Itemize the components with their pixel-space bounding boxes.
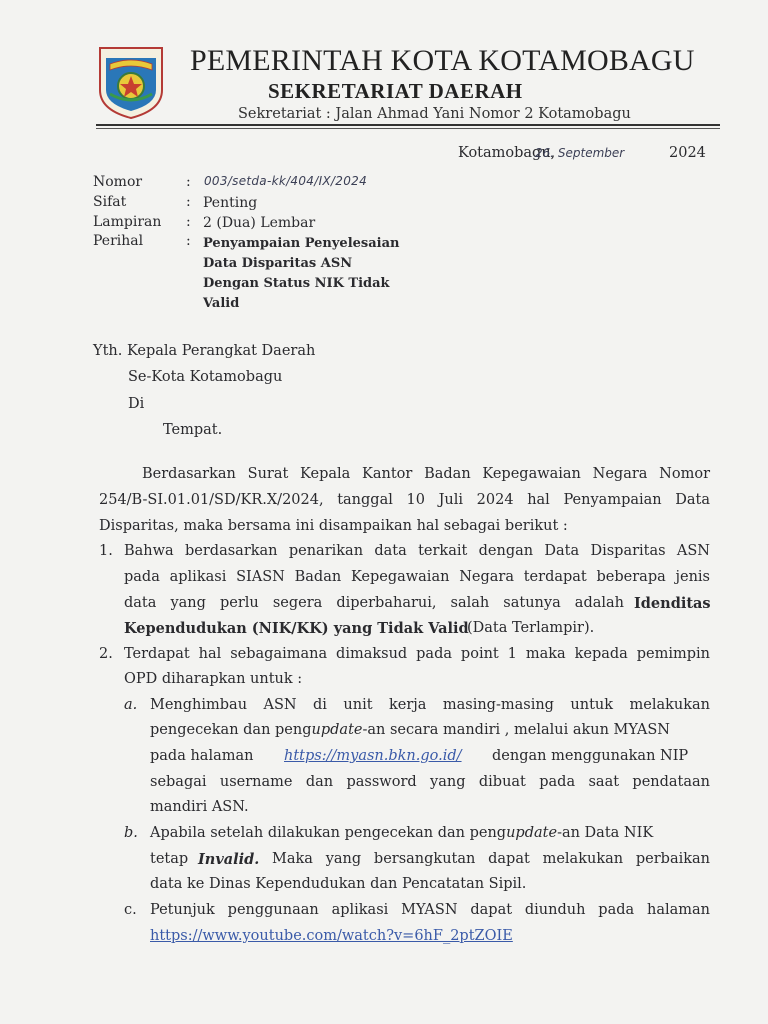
perihal-line-4: Valid [203, 296, 240, 311]
point-1-line-4a: Kependudukan (NIK/KK) yang Tidak Valid [124, 620, 469, 637]
point-2-number: 2. [99, 646, 113, 662]
addressee-line-2: Se-Kota Kotamobagu [128, 369, 283, 385]
header-rule-thin [96, 128, 720, 129]
point-1-line-4b: (Data Terlampir). [467, 620, 595, 636]
addressee-line-3: Di [128, 396, 145, 412]
perihal-line-1: Penyampaian Penyelesaian [203, 236, 400, 251]
sifat-label: Sifat [93, 194, 127, 210]
sub-a-line-3b: dengan menggunakan NIP [492, 748, 689, 764]
date-year: 2024 [669, 145, 706, 161]
sub-a-line-4: sebagai username dan password yang dibuat pada saat pendataan [150, 774, 710, 790]
point-1-line-3b: Idenditas [634, 595, 711, 612]
youtube-link[interactable]: https://www.youtube.com/watch?v=6hF_2ptZOIE [150, 928, 513, 944]
addressee-line-4: Tempat. [163, 422, 223, 438]
perihal-line-3: Dengan Status NIK Tidak [203, 276, 390, 291]
sub-b-invalid: Invalid. [198, 851, 260, 868]
lampiran-label: Lampiran [93, 214, 162, 230]
lampiran-value: 2 (Dua) Lembar [203, 215, 316, 231]
letterhead-address: Sekretariat : Jalan Ahmad Yani Nomor 2 Kotamobagu [238, 106, 631, 122]
sub-a-line-3a: pada halaman [150, 748, 254, 764]
point-1-number: 1. [99, 543, 113, 559]
header-rule-thick [96, 124, 720, 126]
sifat-value: Penting [203, 195, 258, 211]
date-handwritten: 26. September [535, 146, 625, 160]
point-1-line-2: pada aplikasi SIASN Badan Kepegawaian Negara terdapat beberapa jenis [124, 569, 710, 585]
point-2-line-2: OPD diharapkan untuk : [124, 671, 303, 687]
nomor-colon: : [186, 174, 191, 190]
sub-b-letter: b. [124, 825, 138, 841]
sub-b-line-3: data ke Dinas Kependudukan dan Pencatatan Sipil. [150, 876, 527, 892]
sub-b-line-1: Apabila setelah dilakukan pengecekan dan pengupdate-an Data NIK [150, 825, 654, 841]
sub-a-line-5: mandiri ASN. [150, 799, 249, 815]
sub-b-line-2a: tetap [150, 851, 189, 867]
nomor-label: Nomor [93, 174, 143, 190]
sub-c-letter: c. [124, 902, 137, 918]
perihal-label: Perihal [93, 233, 144, 249]
lampiran-colon: : [186, 214, 191, 230]
point-1-line-1: Bahwa berdasarkan penarikan data terkait dengan Data Disparitas ASN [124, 543, 710, 559]
intro-line-2: 254/B-SI.01.01/SD/KR.X/2024, tanggal 10 Juli 2024 hal Penyampaian Data [99, 492, 710, 508]
perihal-line-2: Data Disparitas ASN [203, 256, 353, 271]
sub-a-line-2: pengecekan dan pengupdate-an secara mandiri , melalui akun MYASN [150, 722, 670, 738]
sifat-colon: : [186, 194, 191, 210]
addressee-line-1: Yth. Kepala Perangkat Daerah [93, 343, 316, 359]
sub-a-line-1: Menghimbau ASN di unit kerja masing-masing untuk melakukan [150, 697, 710, 713]
point-1-line-3a: data yang perlu segera diperbaharui, salah satunya adalah [124, 595, 624, 611]
city-emblem-logo [96, 44, 166, 120]
letterhead-title: PEMERINTAH KOTA KOTAMOBAGU [190, 44, 695, 77]
sub-b-line-2c: Maka yang bersangkutan dapat melakukan perbaikan [272, 851, 710, 867]
nomor-value-handwritten: 003/setda-kk/404/IX/2024 [204, 174, 368, 188]
letterhead-subtitle: SEKRETARIAT DAERAH [268, 79, 523, 103]
intro-line-1: Berdasarkan Surat Kepala Kantor Badan Kepegawaian Negara Nomor [142, 466, 710, 482]
sub-a-letter: a. [124, 697, 138, 713]
sub-c-line-1: Petunjuk penggunaan aplikasi MYASN dapat diunduh pada halaman [150, 902, 710, 918]
intro-line-3: Disparitas, maka bersama ini disampaikan hal sebagai berikut : [99, 518, 568, 534]
myasn-link[interactable]: https://myasn.bkn.go.id/ [284, 748, 462, 764]
date-city: Kotamobagu, [458, 145, 556, 161]
point-2-line-1: Terdapat hal sebagaimana dimaksud pada point 1 maka kepada pemimpin [124, 646, 710, 662]
perihal-colon: : [186, 233, 191, 249]
